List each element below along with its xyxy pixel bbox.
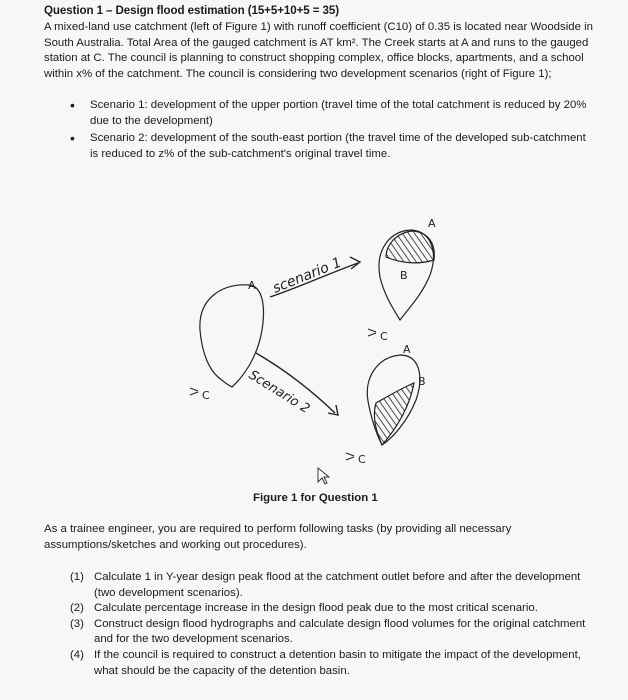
- task-number: (4): [70, 648, 84, 661]
- bullet-icon: •: [70, 130, 75, 147]
- task-number: (1): [70, 571, 84, 583]
- s1-outlet-mark: [368, 329, 376, 336]
- left-outlet-mark: [190, 388, 198, 395]
- question-title: Question 1 – Design flood estimation (15+5+10+5 = 35): [44, 4, 339, 17]
- task-list: [70, 570, 590, 679]
- task-number: (3): [70, 617, 84, 630]
- list-item: [70, 98, 590, 129]
- scenario-2-text: Scenario 2: development of the south-east portion (the travel time of the developed sub-catchment is reduced to z% of the sub-catchment's original travel time.: [90, 132, 586, 160]
- figure-caption: Figure 1 for Question 1: [253, 492, 378, 504]
- left-a-label: A: [248, 279, 256, 292]
- task-text: Calculate 1 in Y-year design peak flood at the catchment outlet before and after the development (two development scenarios).: [94, 571, 581, 599]
- list-item: [70, 648, 590, 679]
- bullet-icon: •: [70, 97, 75, 113]
- task-text: Calculate percentage increase in the design flood peak due to the most critical scenario.: [94, 602, 538, 615]
- s1-a-label: A: [428, 217, 436, 230]
- task-text: If the council is required to construct a detention basin to mitigate the impact of the development, what should be the capacity of the detention basin.: [94, 648, 581, 677]
- task-number: (2): [70, 602, 84, 615]
- task-text: Construct design flood hydrographs and calculate design flood volumes for the original catchment and for the two development scenarios.: [94, 617, 586, 646]
- intro-text: As a trainee engineer, you are required to perform following tasks (by providing all necessary assumptions/sketches and working out procedures).: [44, 523, 512, 551]
- question-paragraph: A mixed-land use catchment (left of Figure 1) with runoff coefficient (C10) of 0.35 is located near Woodside in South Australia. Total Area of the gauged catchment is AT km². The Creek starts at A and runs to the gauged station at C. The council is planning to construct shopping complex, office blocks, apartments, and a school within x% of the catchment. The council is considering two development scenarios (right of Figure 1);: [44, 21, 593, 80]
- scenario-list: [70, 98, 590, 164]
- left-c-label: C: [202, 389, 210, 402]
- list-item: [70, 601, 590, 617]
- list-item: [70, 570, 590, 601]
- scenario-2-label: Scenario 2: [245, 367, 313, 417]
- figure-1-sketch: [150, 205, 470, 485]
- s1-c-label: C: [380, 330, 388, 343]
- scenario-1-label: scenario 1: [270, 254, 344, 297]
- scenario-1-arrowhead-icon: [350, 257, 360, 269]
- mouse-cursor-icon: [318, 468, 329, 484]
- s2-a-label: A: [403, 343, 411, 356]
- scenario-1-text: Scenario 1: development of the upper portion (travel time of the total catchment is reduced by 20% due to the development): [90, 99, 587, 127]
- s2-outlet-mark: [346, 453, 354, 460]
- s1-b-label: B: [400, 269, 408, 282]
- scenario-2-arrowhead-icon: [328, 405, 338, 415]
- list-item: [70, 131, 590, 162]
- s2-b-label: B: [418, 375, 426, 388]
- scenario-2-developed-area: [374, 383, 414, 445]
- s2-c-label: C: [358, 453, 366, 466]
- list-item: [70, 617, 590, 648]
